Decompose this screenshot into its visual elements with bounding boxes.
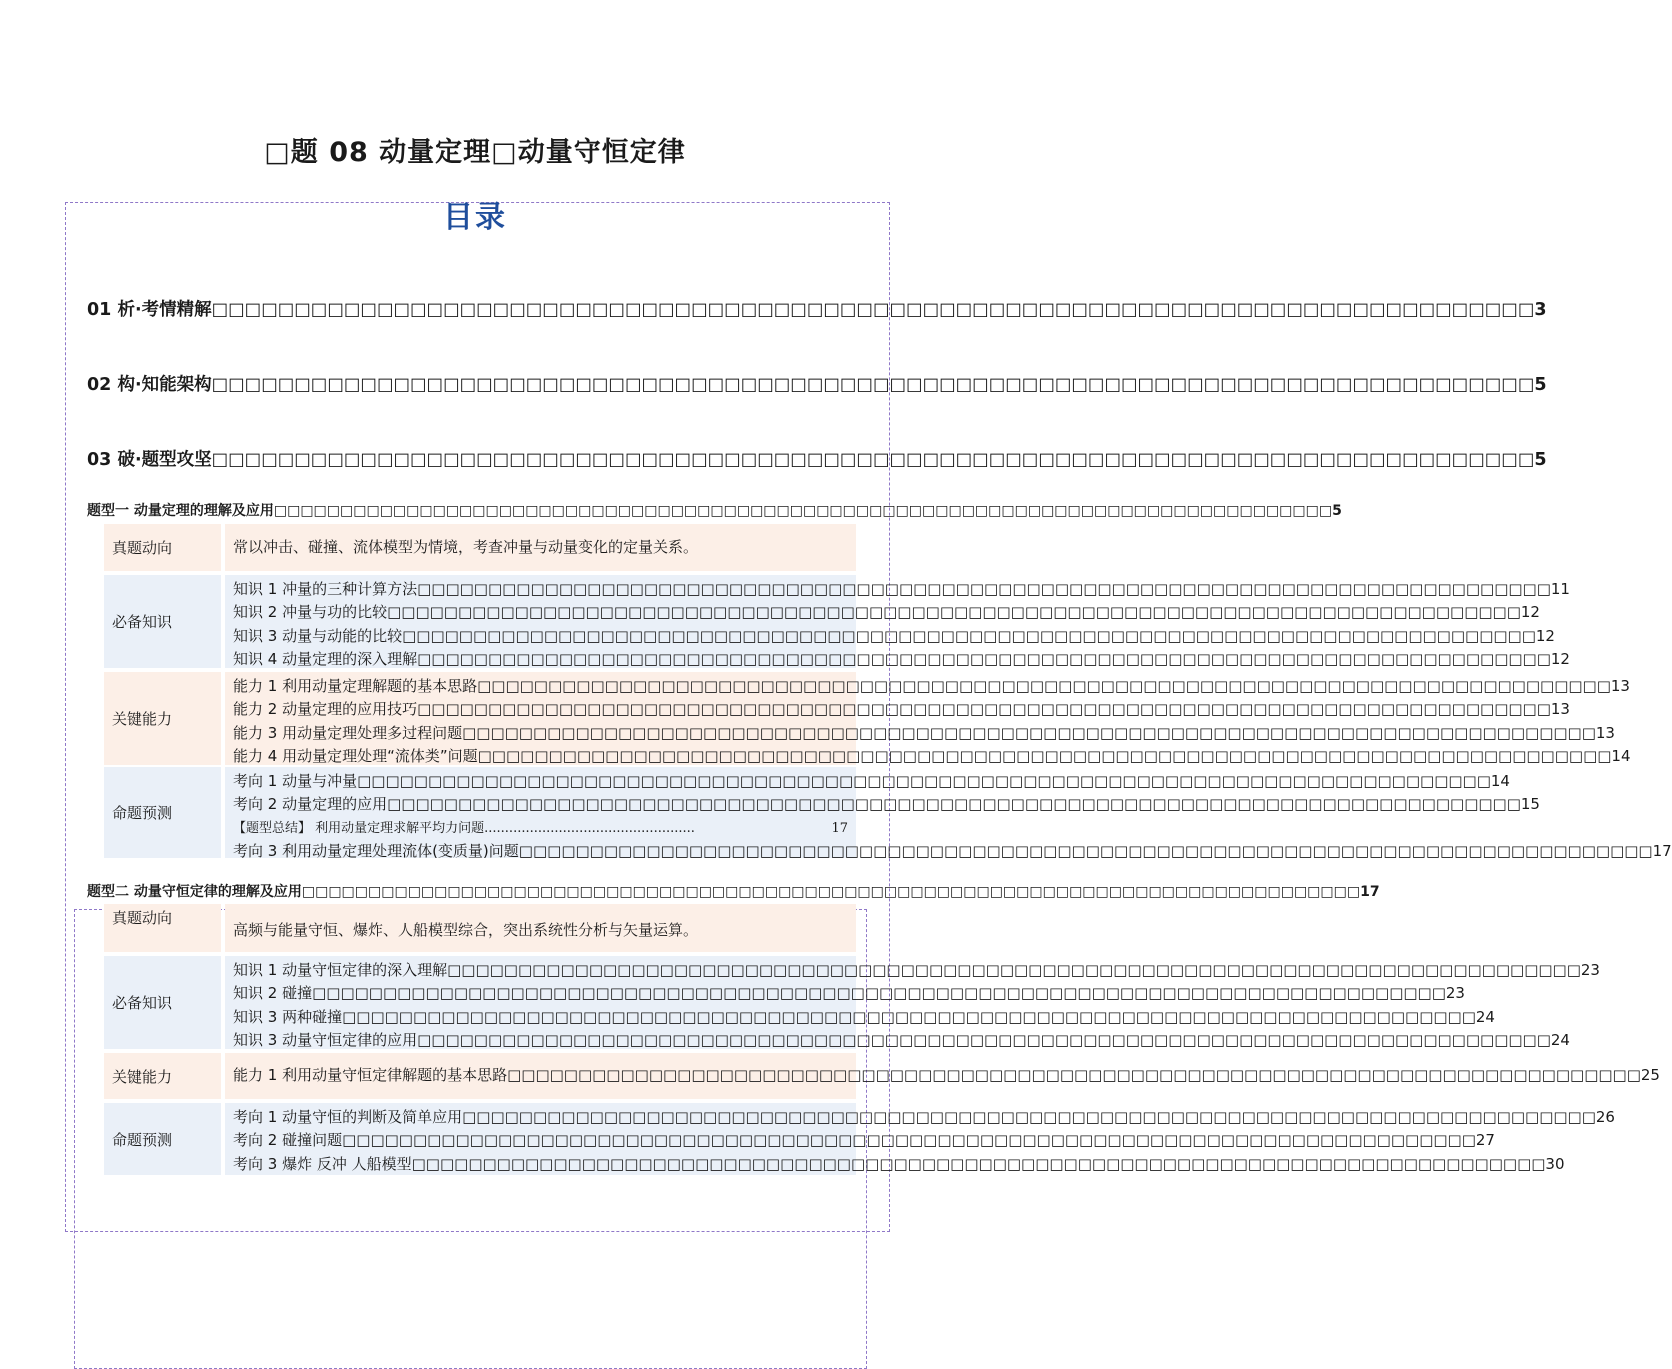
list-item[interactable]: 能力 4 用动量定理处理“流体类”问题 □□□□□□□□□□□□□□□□□□□□□□□□□□□□□□□□□□□□□□□□□□□□□□□□□□□□□□□□□□□□□□□□□□□□□□□□□□□□□□□□ 14 (233, 747, 1631, 766)
list-item[interactable]: 考向 3 爆炸 反冲 人船模型 □□□□□□□□□□□□□□□□□□□□□□□□□□□□□□□□□□□□□□□□□□□□□□□□□□□□□□□□□□□□□□□□□□□□□□□□□□□□□□□□ 30 (233, 1154, 1565, 1173)
row-category: 必备知识 (104, 575, 221, 668)
prediction-row (104, 767, 1672, 861)
true-direction-text: 常以冲击、碰撞、流体模型为情境，考查冲量与动量变化的定量关系。 (233, 538, 699, 556)
toc-section-03[interactable]: 03 破·题型攻坚 □□□□□□□□□□□□□□□□□□□□□□□□□□□□□□□□□□□□□□□□□□□□□□□□□□□□□□□□□□□□□□□□□□□□□□□□□□□□□□□□ 5 (87, 450, 1547, 470)
topic-2-table (104, 904, 1660, 1173)
topic-1-table (104, 524, 1672, 861)
toc-section-01[interactable]: 01 析·考情精解 □□□□□□□□□□□□□□□□□□□□□□□□□□□□□□□□□□□□□□□□□□□□□□□□□□□□□□□□□□□□□□□□□□□□□□□□□□□□□□□□ 3 (87, 300, 1547, 320)
row-category: 必备知识 (104, 956, 221, 1049)
row-category: 真题动向 (104, 524, 221, 571)
list-item[interactable]: 考向 2 碰撞问题 □□□□□□□□□□□□□□□□□□□□□□□□□□□□□□□□□□□□□□□□□□□□□□□□□□□□□□□□□□□□□□□□□□□□□□□□□□□□□□□□ 27 (233, 1131, 1495, 1150)
knowledge-row (104, 575, 1570, 669)
list-item[interactable]: 能力 2 动量定理的应用技巧 □□□□□□□□□□□□□□□□□□□□□□□□□□□□□□□□□□□□□□□□□□□□□□□□□□□□□□□□□□□□□□□□□□□□□□□□□□□□□□□□ 13 (233, 700, 1570, 719)
prediction-row (104, 1103, 1615, 1175)
list-item[interactable]: 知识 1 冲量的三种计算方法 □□□□□□□□□□□□□□□□□□□□□□□□□□□□□□□□□□□□□□□□□□□□□□□□□□□□□□□□□□□□□□□□□□□□□□□□□□□□□□□□ 11 (233, 580, 1570, 598)
dot-leader: □□□□□□□□□□□□□□□□□□□□□□□□□□□□□□□□□□□□□□□□□□□□□□□□□□□□□□□□□□□□□□□□□□□□□□□□□□□□□□□□ (273, 503, 1333, 519)
toc-topic-1[interactable]: 题型一 动量定理的理解及应用 □□□□□□□□□□□□□□□□□□□□□□□□□□□□□□□□□□□□□□□□□□□□□□□□□□□□□□□□□□□□□□□□□□□□□□□□□□□□□□□□ 5 (87, 503, 1342, 519)
row-category: 关键能力 (104, 1053, 221, 1099)
list-item[interactable]: 知识 3 动量与动能的比较 □□□□□□□□□□□□□□□□□□□□□□□□□□□□□□□□□□□□□□□□□□□□□□□□□□□□□□□□□□□□□□□□□□□□□□□□□□□□□□□□ 12 (233, 626, 1555, 645)
list-item[interactable]: 知识 3 两种碰撞 □□□□□□□□□□□□□□□□□□□□□□□□□□□□□□□□□□□□□□□□□□□□□□□□□□□□□□□□□□□□□□□□□□□□□□□□□□□□□□□□ 24 (233, 1007, 1495, 1026)
list-item[interactable]: 考向 3 利用动量定理处理流体(变质量)问题 □□□□□□□□□□□□□□□□□□□□□□□□□□□□□□□□□□□□□□□□□□□□□□□□□□□□□□□□□□□□□□□□□□□□□□□□□□□□□□□□ 17 (233, 842, 1672, 861)
ability-row (104, 672, 1631, 766)
true-direction-text: 高频与能量守恒、爆炸、人船模型综合，突出系统性分析与矢量运算。 (233, 920, 699, 939)
list-item[interactable]: 能力 3 用动量定理处理多过程问题 □□□□□□□□□□□□□□□□□□□□□□□□□□□□□□□□□□□□□□□□□□□□□□□□□□□□□□□□□□□□□□□□□□□□□□□□□□□□□□□□ 13 (233, 723, 1615, 742)
list-item[interactable]: 考向 1 动量与冲量 □□□□□□□□□□□□□□□□□□□□□□□□□□□□□□□□□□□□□□□□□□□□□□□□□□□□□□□□□□□□□□□□□□□□□□□□□□□□□□□□ 14 (233, 772, 1510, 790)
row-category: 命题预测 (104, 1103, 221, 1175)
list-item[interactable]: 考向 2 动量定理的应用 □□□□□□□□□□□□□□□□□□□□□□□□□□□□□□□□□□□□□□□□□□□□□□□□□□□□□□□□□□□□□□□□□□□□□□□□□□□□□□□□ 15 (233, 795, 1540, 814)
ability-row (104, 1053, 1660, 1099)
list-item[interactable]: 考向 1 动量守恒的判断及简单应用 □□□□□□□□□□□□□□□□□□□□□□□□□□□□□□□□□□□□□□□□□□□□□□□□□□□□□□□□□□□□□□□□□□□□□□□□□□□□□□□□ 26 (233, 1108, 1615, 1126)
toc-heading: 目录 (443, 200, 507, 235)
list-item[interactable]: 知识 2 冲量与功的比较 □□□□□□□□□□□□□□□□□□□□□□□□□□□□□□□□□□□□□□□□□□□□□□□□□□□□□□□□□□□□□□□□□□□□□□□□□□□□□□□□ 12 (233, 603, 1540, 622)
row-category: 关键能力 (104, 672, 221, 765)
dot-leader: □□□□□□□□□□□□□□□□□□□□□□□□□□□□□□□□□□□□□□□□□□□□□□□□□□□□□□□□□□□□□□□□□□□□□□□□□□□□□□□□ (211, 450, 1535, 470)
list-item[interactable]: 知识 1 动量守恒定律的深入理解 □□□□□□□□□□□□□□□□□□□□□□□□□□□□□□□□□□□□□□□□□□□□□□□□□□□□□□□□□□□□□□□□□□□□□□□□□□□□□□□□ 23 (233, 961, 1600, 979)
toc-topic-2[interactable]: 题型二 动量守恒定律的理解及应用 □□□□□□□□□□□□□□□□□□□□□□□□□□□□□□□□□□□□□□□□□□□□□□□□□□□□□□□□□□□□□□□□□□□□□□□□□□□□□□□□ 17 (87, 884, 1380, 900)
summary-item[interactable]: 【题型总结】 利用动量定理求解平均力问题 ................................................... 17 (233, 820, 848, 836)
knowledge-row (104, 956, 1600, 1050)
list-item[interactable]: 知识 2 碰撞 □□□□□□□□□□□□□□□□□□□□□□□□□□□□□□□□□□□□□□□□□□□□□□□□□□□□□□□□□□□□□□□□□□□□□□□□□□□□□□□□ 23 (233, 984, 1465, 1003)
dot-leader: □□□□□□□□□□□□□□□□□□□□□□□□□□□□□□□□□□□□□□□□□□□□□□□□□□□□□□□□□□□□□□□□□□□□□□□□□□□□□□□□ (301, 884, 1361, 900)
row-category: 命题预测 (104, 767, 221, 858)
dot-leader: □□□□□□□□□□□□□□□□□□□□□□□□□□□□□□□□□□□□□□□□□□□□□□□□□□□□□□□□□□□□□□□□□□□□□□□□□□□□□□□□ (211, 375, 1535, 395)
list-item[interactable]: 知识 4 动量定理的深入理解 □□□□□□□□□□□□□□□□□□□□□□□□□□□□□□□□□□□□□□□□□□□□□□□□□□□□□□□□□□□□□□□□□□□□□□□□□□□□□□□□ 12 (233, 650, 1570, 669)
list-item[interactable]: 能力 1 利用动量守恒定律解题的基本思路 □□□□□□□□□□□□□□□□□□□□□□□□□□□□□□□□□□□□□□□□□□□□□□□□□□□□□□□□□□□□□□□□□□□□□□□□□□□□□□□□ 25 (233, 1066, 1660, 1085)
true-direction-row (104, 904, 856, 952)
list-item[interactable]: 能力 1 利用动量定理解题的基本思路 □□□□□□□□□□□□□□□□□□□□□□□□□□□□□□□□□□□□□□□□□□□□□□□□□□□□□□□□□□□□□□□□□□□□□□□□□□□□□□□□ 13 (233, 677, 1630, 695)
list-item[interactable]: 知识 3 动量守恒定律的应用 □□□□□□□□□□□□□□□□□□□□□□□□□□□□□□□□□□□□□□□□□□□□□□□□□□□□□□□□□□□□□□□□□□□□□□□□□□□□□□□□ 24 (233, 1031, 1570, 1050)
true-direction-row (104, 524, 856, 571)
document-title: □题 08 动量定理□动量守恒定律 (264, 137, 686, 168)
toc-section-02[interactable]: 02 构·知能架构 □□□□□□□□□□□□□□□□□□□□□□□□□□□□□□□□□□□□□□□□□□□□□□□□□□□□□□□□□□□□□□□□□□□□□□□□□□□□□□□□ 5 (87, 375, 1547, 395)
dot-leader: □□□□□□□□□□□□□□□□□□□□□□□□□□□□□□□□□□□□□□□□□□□□□□□□□□□□□□□□□□□□□□□□□□□□□□□□□□□□□□□□ (211, 300, 1535, 320)
row-category: 真题动向 (104, 904, 221, 952)
